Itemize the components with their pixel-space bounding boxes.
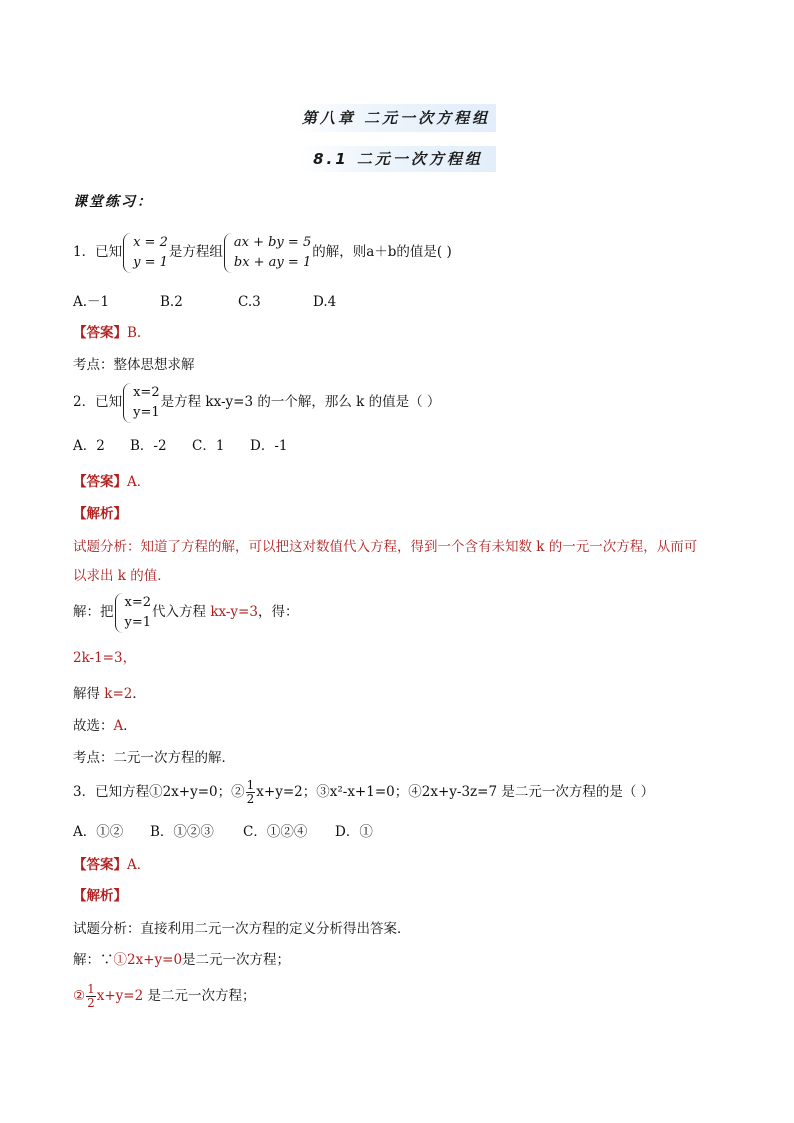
q2-option-b: B．-2	[130, 438, 167, 454]
q1-mid: 是方程组	[168, 244, 223, 260]
q3-sol1-suffix: 是二元一次方程；	[182, 952, 291, 968]
q2-option-a: A．2	[73, 438, 105, 454]
q2-solve-suffix: ，得：	[257, 604, 299, 620]
q2-choose-suffix: ．	[123, 718, 137, 734]
q3-options	[73, 822, 373, 842]
q3-option-a: A．①②	[73, 824, 124, 840]
q2-solve-sys-row-2: y=1	[124, 614, 152, 630]
q3-sol2-frac-numerator: 1	[87, 982, 95, 996]
q1-sys-a-row-1: x = 2	[133, 234, 168, 250]
q3-frac-numerator: 1	[246, 778, 255, 792]
question-1	[73, 230, 452, 274]
q2-solve-equation: kx-y=3	[210, 604, 258, 620]
q1-prefix: 1．已知	[73, 244, 123, 260]
q2-choose-value: A	[113, 718, 124, 734]
q3-analysis: 试题分析：直接利用二元一次方程的定义分析得出答案．	[73, 921, 411, 937]
q2-step-1: 2k-1=3，	[73, 650, 137, 666]
q1-option-d: D.4	[313, 294, 337, 310]
q3-option-b: B．①②③	[150, 824, 214, 840]
q3-sol2-equation: x+y=2	[96, 988, 144, 1004]
q3-answer-label: 【答案】	[73, 857, 127, 873]
q2-step-2	[73, 684, 146, 704]
q2-step-2-prefix: 解得	[73, 686, 105, 702]
q1-sys-b-row-2: bx + ay = 1	[233, 254, 312, 270]
q1-point: 考点：整体思想求解	[73, 357, 195, 373]
q3-option-d: D．①	[335, 824, 373, 840]
q2-sys-row-1: x=2	[133, 384, 160, 400]
q3-sol2-suffix: 是二元一次方程；	[143, 988, 256, 1004]
q2-step-2-value: k=2	[104, 686, 133, 702]
q2-analysis-line-2: 以求出 k 的值．	[73, 568, 171, 584]
q3-option-c: C．①②④	[243, 824, 308, 840]
q2-answer-value: A．	[127, 474, 151, 490]
q2-solve-sys-row-1: x=2	[124, 594, 151, 610]
q2-solve-mid: 代入方程	[152, 604, 211, 620]
q2-step-2-suffix: ．	[132, 686, 146, 702]
q3-sol1-prefix: 解：∵	[73, 952, 114, 968]
q1-sys-a-row-2: y = 1	[133, 254, 168, 270]
q3-fraction-half	[246, 779, 256, 806]
q1-answer-value: B.	[127, 325, 142, 341]
q3-solution-2	[73, 976, 256, 1016]
chapter-title: 第八章 二元一次方程组	[296, 104, 496, 132]
q2-options	[73, 436, 287, 456]
q2-solve-prefix: 解：把	[73, 604, 114, 620]
q3-sol2-circle: ②	[73, 988, 86, 1004]
q3-solution-1	[73, 950, 290, 970]
q3-sol2-fraction-half	[86, 983, 96, 1010]
q2-option-c: C．1	[192, 438, 225, 454]
q1-options	[73, 292, 336, 312]
q3-answer-value: A．	[127, 857, 151, 873]
q1-suffix: 的解，则a＋b的值是( )	[312, 244, 452, 260]
q3-sol1-equation: ①2x+y=0	[113, 952, 183, 968]
q2-solve-system	[115, 593, 152, 633]
q2-choose	[73, 716, 137, 736]
q3-analysis-label: 【解析】	[73, 888, 127, 904]
q3-frac-denominator: 2	[246, 792, 255, 806]
q1-option-a: A.－1	[73, 294, 110, 310]
q2-system	[123, 383, 160, 423]
q1-option-c: C.3	[238, 294, 261, 310]
q2-solution	[73, 590, 298, 634]
q1-answer-label: 【答案】	[73, 325, 127, 341]
q2-choose-prefix: 故选：	[73, 718, 114, 734]
q3-answer	[73, 855, 150, 875]
q2-suffix: 是方程 kx-y=3 的一个解，那么 k 的值是（ ）	[160, 394, 441, 410]
q1-option-b: B.2	[160, 294, 183, 310]
q3-mid: x+y=2；③x²-x+1=0；④2x+y-3z=7 是二元一次方程的是（ ）	[256, 784, 655, 800]
q3-prefix: 3．已知方程①2x+y=0；②	[73, 784, 245, 800]
q2-prefix: 2．已知	[73, 394, 123, 410]
q1-system-b	[224, 233, 311, 273]
q3-sol2-frac-denominator: 2	[87, 996, 95, 1010]
q1-sys-b-row-1: ax + by = 5	[233, 234, 312, 250]
q2-answer	[73, 472, 150, 492]
q1-answer	[73, 323, 141, 343]
q2-option-d: D．-1	[250, 438, 288, 454]
q2-answer-label: 【答案】	[73, 474, 127, 490]
q1-system-a	[123, 233, 168, 273]
exercise-heading: 课堂练习：	[73, 194, 153, 210]
q2-analysis-line-1: 试题分析：知道了方程的解，可以把这对数值代入方程，得到一个含有未知数 k 的一元一次方程，从而可	[73, 539, 698, 555]
q2-analysis-label: 【解析】	[73, 506, 127, 522]
q2-sys-row-2: y=1	[133, 404, 160, 420]
section-title: 8.1 二元一次方程组	[300, 146, 496, 172]
q2-point: 考点：二元一次方程的解．	[73, 750, 235, 766]
question-3	[73, 772, 654, 812]
question-2	[73, 380, 440, 424]
